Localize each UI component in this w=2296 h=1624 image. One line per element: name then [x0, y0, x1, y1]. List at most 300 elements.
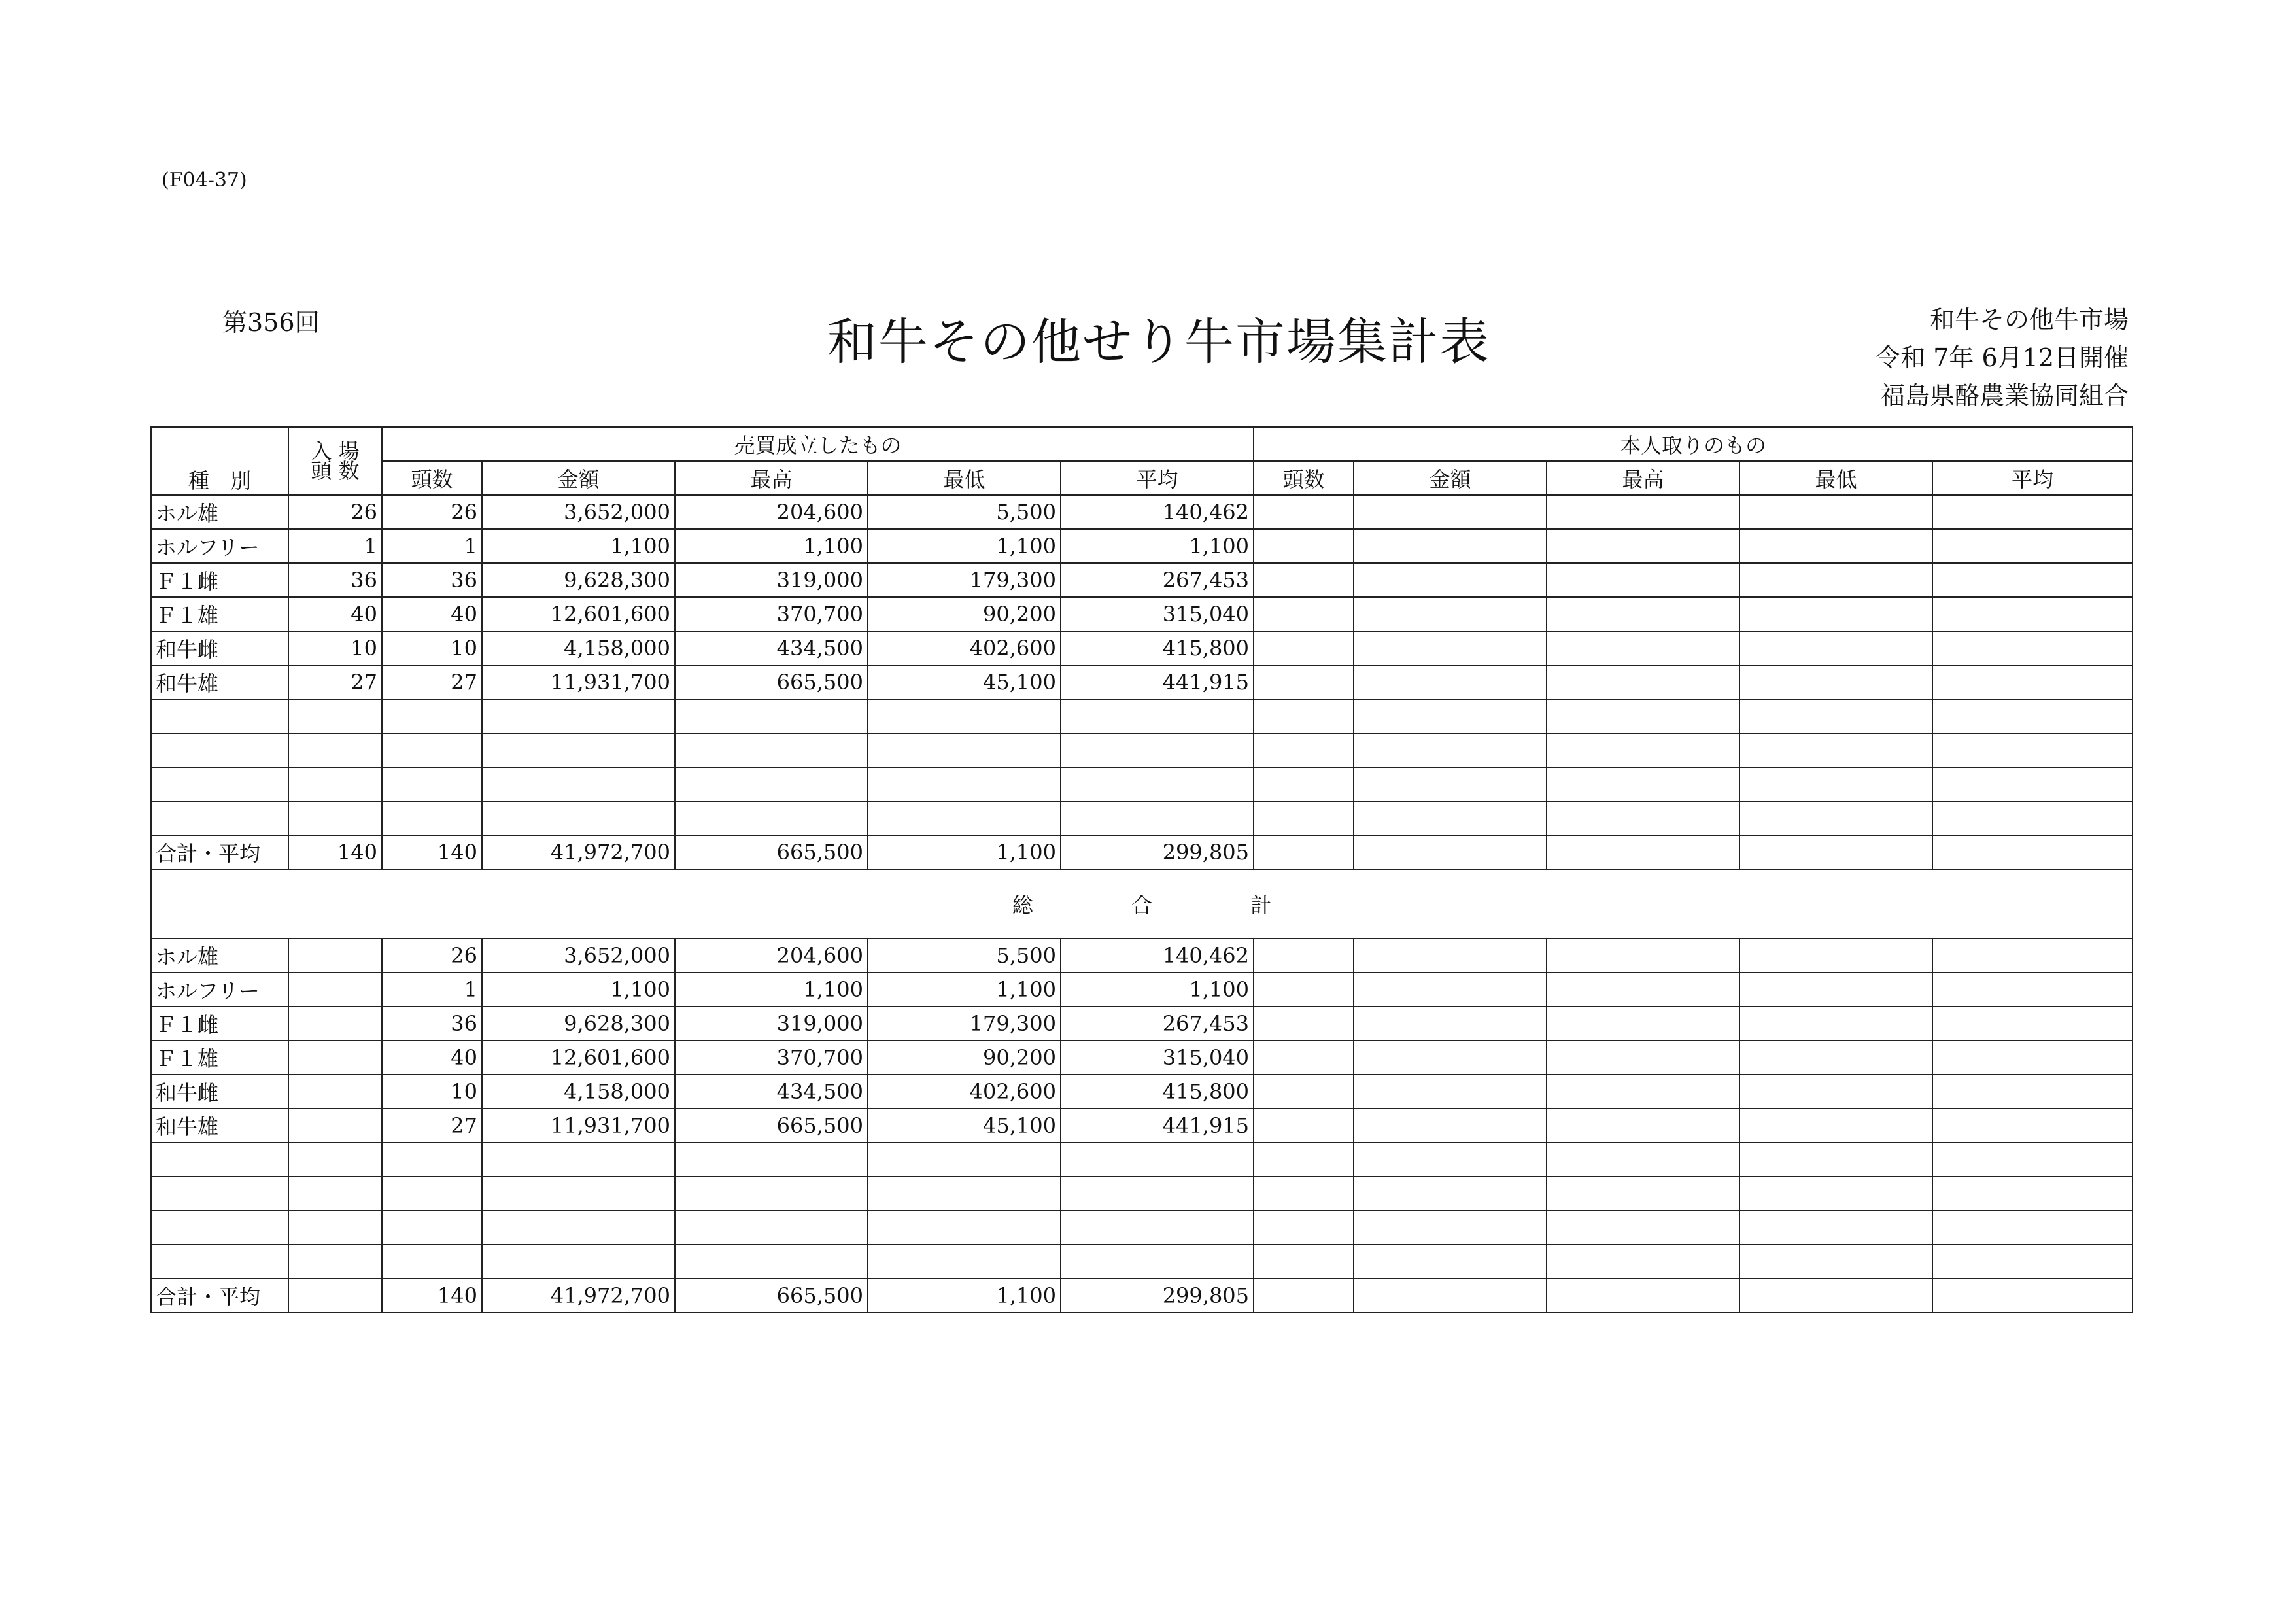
cell-min: 1,100 — [868, 529, 1061, 563]
market-name: 和牛その他牛市場 — [1929, 305, 2129, 334]
table-row — [151, 1041, 2133, 1075]
cell-self — [1254, 1245, 1354, 1279]
cell-self — [1547, 1109, 1739, 1143]
cell-max: 665,500 — [675, 835, 868, 869]
cell-self — [1739, 597, 1932, 631]
cell-count — [382, 1245, 482, 1279]
cell-self — [1254, 665, 1354, 699]
cell-min: 45,100 — [868, 665, 1061, 699]
cell-self — [1932, 939, 2133, 973]
cell-self — [1254, 495, 1354, 529]
cell-max: 1,100 — [675, 529, 868, 563]
cell-self — [1547, 665, 1739, 699]
cell-self — [1932, 1007, 2133, 1041]
cell-count: 140 — [382, 835, 482, 869]
cell-amount: 9,628,300 — [482, 563, 675, 597]
cell-amount — [482, 801, 675, 835]
page-title: 和牛その他せり牛市場集計表 — [827, 313, 1490, 371]
cell-avg: 140,462 — [1061, 495, 1254, 529]
grand-total-char: 総 — [1012, 893, 1033, 918]
section-2-body — [151, 939, 2133, 1313]
cell-self — [1932, 597, 2133, 631]
cell-avg — [1061, 1143, 1254, 1177]
cell-max — [675, 1177, 868, 1211]
cell-self — [1547, 529, 1739, 563]
cell-self — [1739, 767, 1932, 801]
cell-self — [1354, 1143, 1547, 1177]
grand-total-row — [151, 869, 2133, 939]
cell-avg: 1,100 — [1061, 973, 1254, 1007]
cell-min: 1,100 — [868, 1279, 1061, 1313]
cell-amount — [482, 1177, 675, 1211]
cell-self — [1354, 1109, 1547, 1143]
cell-self — [1739, 1143, 1932, 1177]
cell-max: 204,600 — [675, 495, 868, 529]
cell-count — [382, 733, 482, 767]
cell-self — [1932, 767, 2133, 801]
cell-type — [151, 1177, 288, 1211]
cell-entry: 36 — [288, 563, 382, 597]
grand-total-char: 計 — [1250, 893, 1272, 918]
cell-self — [1547, 1041, 1739, 1075]
cell-count — [382, 801, 482, 835]
cell-avg — [1061, 733, 1254, 767]
table-row — [151, 699, 2133, 733]
cell-self — [1547, 631, 1739, 665]
table-row — [151, 1211, 2133, 1245]
cell-amount: 12,601,600 — [482, 597, 675, 631]
cell-self — [1932, 563, 2133, 597]
cell-entry: 40 — [288, 597, 382, 631]
col-header: 平均 — [1932, 461, 2133, 495]
cell-self — [1739, 1007, 1932, 1041]
cell-entry: 27 — [288, 665, 382, 699]
cell-self — [1354, 699, 1547, 733]
cell-self — [1354, 801, 1547, 835]
cell-entry: 10 — [288, 631, 382, 665]
cell-max — [675, 699, 868, 733]
cell-self — [1254, 699, 1354, 733]
cell-self — [1739, 1075, 1932, 1109]
cell-self — [1932, 1245, 2133, 1279]
cell-amount: 3,652,000 — [482, 939, 675, 973]
cell-self — [1739, 1109, 1932, 1143]
table-row — [151, 1075, 2133, 1109]
cell-self — [1354, 495, 1547, 529]
cell-max — [675, 1143, 868, 1177]
cell-self — [1254, 1143, 1354, 1177]
cell-self — [1547, 1007, 1739, 1041]
table-row — [151, 939, 2133, 973]
cell-self — [1932, 1279, 2133, 1313]
cell-self — [1547, 1143, 1739, 1177]
table-row — [151, 665, 2133, 699]
col-header: 最低 — [868, 461, 1061, 495]
cell-amount: 11,931,700 — [482, 1109, 675, 1143]
cell-self — [1739, 973, 1932, 1007]
cell-count — [382, 767, 482, 801]
total-row — [151, 835, 2133, 869]
cell-self — [1254, 1041, 1354, 1075]
col-header: 最高 — [1547, 461, 1739, 495]
cell-self — [1739, 835, 1932, 869]
cell-amount: 4,158,000 — [482, 1075, 675, 1109]
col-header: 最高 — [675, 461, 868, 495]
cell-max: 319,000 — [675, 563, 868, 597]
cell-min — [868, 1211, 1061, 1245]
cell-self — [1932, 1041, 2133, 1075]
cell-self — [1354, 665, 1547, 699]
cell-entry: 140 — [288, 835, 382, 869]
cell-count: 36 — [382, 1007, 482, 1041]
cell-count — [382, 1177, 482, 1211]
cell-max — [675, 1245, 868, 1279]
cell-avg: 315,040 — [1061, 597, 1254, 631]
cell-self — [1254, 733, 1354, 767]
cell-max: 665,500 — [675, 1109, 868, 1143]
cell-count — [382, 1143, 482, 1177]
cell-entry — [288, 1075, 382, 1109]
table-row — [151, 631, 2133, 665]
cell-count — [382, 1211, 482, 1245]
cell-self — [1739, 939, 1932, 973]
cell-type — [151, 733, 288, 767]
cell-self — [1547, 1075, 1739, 1109]
cell-amount: 11,931,700 — [482, 665, 675, 699]
cell-self — [1932, 835, 2133, 869]
organization-name: 福島県酪農業協同組合 — [1879, 381, 2129, 410]
cell-self — [1739, 495, 1932, 529]
table-row — [151, 1177, 2133, 1211]
cell-self — [1932, 495, 2133, 529]
entry-header-bottom: 頭 数 — [311, 458, 360, 483]
type-header: 種 別 — [151, 427, 288, 495]
cell-min: 5,500 — [868, 495, 1061, 529]
cell-self — [1254, 801, 1354, 835]
cell-type: ホル雄 — [151, 939, 288, 973]
cell-avg: 415,800 — [1061, 631, 1254, 665]
cell-avg: 267,453 — [1061, 563, 1254, 597]
cell-amount: 4,158,000 — [482, 631, 675, 665]
cell-min: 5,500 — [868, 939, 1061, 973]
cell-max — [675, 733, 868, 767]
cell-self — [1354, 1075, 1547, 1109]
cell-type: 和牛雌 — [151, 1075, 288, 1109]
cell-avg: 315,040 — [1061, 1041, 1254, 1075]
cell-min: 179,300 — [868, 1007, 1061, 1041]
cell-avg: 415,800 — [1061, 1075, 1254, 1109]
col-header: 頭数 — [382, 461, 482, 495]
cell-self — [1254, 597, 1354, 631]
cell-type: 和牛雄 — [151, 1109, 288, 1143]
cell-count: 26 — [382, 939, 482, 973]
total-row — [151, 1279, 2133, 1313]
cell-self — [1739, 1177, 1932, 1211]
cell-avg: 140,462 — [1061, 939, 1254, 973]
table-row — [151, 1143, 2133, 1177]
cell-self — [1932, 1211, 2133, 1245]
cell-self — [1354, 597, 1547, 631]
cell-self — [1739, 1041, 1932, 1075]
cell-self — [1254, 631, 1354, 665]
cell-amount — [482, 1211, 675, 1245]
cell-min — [868, 1177, 1061, 1211]
cell-self — [1547, 1211, 1739, 1245]
cell-self — [1932, 529, 2133, 563]
cell-self — [1354, 939, 1547, 973]
grand-total-char: 合 — [1131, 893, 1153, 918]
cell-count: 1 — [382, 529, 482, 563]
cell-amount — [482, 1245, 675, 1279]
cell-max: 370,700 — [675, 1041, 868, 1075]
cell-min: 45,100 — [868, 1109, 1061, 1143]
cell-self — [1739, 733, 1932, 767]
cell-self — [1354, 529, 1547, 563]
cell-self — [1739, 631, 1932, 665]
section-1-body — [151, 495, 2133, 869]
table-row — [151, 767, 2133, 801]
table-row — [151, 973, 2133, 1007]
cell-min: 90,200 — [868, 597, 1061, 631]
cell-type — [151, 767, 288, 801]
cell-entry — [288, 1245, 382, 1279]
table-row — [151, 529, 2133, 563]
table-row — [151, 1007, 2133, 1041]
cell-self — [1254, 939, 1354, 973]
cell-min — [868, 1143, 1061, 1177]
cell-entry — [288, 733, 382, 767]
cell-entry — [288, 973, 382, 1007]
session-number: 第356回 — [222, 308, 320, 337]
cell-count: 36 — [382, 563, 482, 597]
cell-amount: 1,100 — [482, 973, 675, 1007]
table-row — [151, 1245, 2133, 1279]
cell-max: 434,500 — [675, 631, 868, 665]
cell-self — [1547, 597, 1739, 631]
cell-max — [675, 1211, 868, 1245]
table-row — [151, 597, 2133, 631]
cell-self — [1739, 699, 1932, 733]
cell-max: 665,500 — [675, 665, 868, 699]
cell-self — [1739, 665, 1932, 699]
cell-self — [1354, 1007, 1547, 1041]
cell-self — [1932, 699, 2133, 733]
cell-type: 和牛雄 — [151, 665, 288, 699]
cell-amount: 41,972,700 — [482, 1279, 675, 1313]
cell-self — [1547, 495, 1739, 529]
cell-avg — [1061, 1245, 1254, 1279]
cell-self — [1547, 563, 1739, 597]
sold-group-header: 売買成立したもの — [382, 427, 1254, 461]
cell-min: 90,200 — [868, 1041, 1061, 1075]
cell-self — [1547, 939, 1739, 973]
cell-self — [1547, 1279, 1739, 1313]
cell-count: 26 — [382, 495, 482, 529]
cell-amount: 41,972,700 — [482, 835, 675, 869]
cell-self — [1547, 973, 1739, 1007]
col-header: 頭数 — [1254, 461, 1354, 495]
entry-header — [288, 427, 382, 495]
cell-self — [1254, 529, 1354, 563]
cell-self — [1739, 563, 1932, 597]
cell-amount — [482, 733, 675, 767]
cell-self — [1547, 733, 1739, 767]
cell-count — [382, 699, 482, 733]
cell-self — [1547, 835, 1739, 869]
cell-self — [1254, 563, 1354, 597]
cell-amount — [482, 767, 675, 801]
cell-entry: 26 — [288, 495, 382, 529]
summary-table — [150, 426, 2133, 1313]
cell-self — [1354, 835, 1547, 869]
cell-self — [1739, 801, 1932, 835]
table-row — [151, 733, 2133, 767]
cell-entry — [288, 1143, 382, 1177]
cell-avg — [1061, 767, 1254, 801]
cell-amount: 9,628,300 — [482, 1007, 675, 1041]
grand-total-label — [151, 869, 2133, 939]
cell-min: 1,100 — [868, 973, 1061, 1007]
cell-type: ホル雄 — [151, 495, 288, 529]
grand-total-banner — [151, 869, 2133, 939]
table-row — [151, 495, 2133, 529]
cell-self — [1547, 1245, 1739, 1279]
cell-type: ホルフリー — [151, 973, 288, 1007]
cell-self — [1254, 1279, 1354, 1313]
cell-entry — [288, 801, 382, 835]
cell-max: 434,500 — [675, 1075, 868, 1109]
cell-self — [1932, 1143, 2133, 1177]
event-date: 令和 7年 6月12日開催 — [1876, 343, 2129, 372]
cell-max: 1,100 — [675, 973, 868, 1007]
cell-type: Ｆ１雌 — [151, 1007, 288, 1041]
cell-avg: 299,805 — [1061, 1279, 1254, 1313]
cell-type: 合計・平均 — [151, 835, 288, 869]
cell-self — [1739, 529, 1932, 563]
entry-header-top: 入 場 — [311, 439, 360, 464]
col-header: 金額 — [482, 461, 675, 495]
cell-self — [1254, 835, 1354, 869]
cell-entry — [288, 1041, 382, 1075]
cell-type: Ｆ１雄 — [151, 597, 288, 631]
cell-amount: 1,100 — [482, 529, 675, 563]
cell-avg — [1061, 1211, 1254, 1245]
cell-self — [1354, 973, 1547, 1007]
cell-type: 和牛雌 — [151, 631, 288, 665]
cell-self — [1254, 973, 1354, 1007]
cell-entry — [288, 1109, 382, 1143]
cell-amount — [482, 1143, 675, 1177]
cell-self — [1254, 767, 1354, 801]
cell-avg — [1061, 1177, 1254, 1211]
cell-entry — [288, 767, 382, 801]
col-header: 最低 — [1739, 461, 1932, 495]
cell-self — [1254, 1177, 1354, 1211]
cell-count: 10 — [382, 1075, 482, 1109]
cell-self — [1354, 1177, 1547, 1211]
cell-max: 204,600 — [675, 939, 868, 973]
self-group-header: 本人取りのもの — [1254, 427, 2133, 461]
cell-self — [1354, 1041, 1547, 1075]
cell-amount: 12,601,600 — [482, 1041, 675, 1075]
cell-type: Ｆ１雌 — [151, 563, 288, 597]
cell-entry — [288, 1177, 382, 1211]
cell-self — [1932, 1177, 2133, 1211]
cell-entry — [288, 939, 382, 973]
cell-self — [1254, 1109, 1354, 1143]
cell-self — [1932, 1075, 2133, 1109]
cell-count: 10 — [382, 631, 482, 665]
cell-min — [868, 801, 1061, 835]
cell-self — [1354, 1245, 1547, 1279]
cell-avg: 441,915 — [1061, 1109, 1254, 1143]
cell-type — [151, 699, 288, 733]
cell-self — [1932, 973, 2133, 1007]
cell-max — [675, 767, 868, 801]
cell-self — [1254, 1211, 1354, 1245]
cell-avg: 1,100 — [1061, 529, 1254, 563]
cell-avg: 299,805 — [1061, 835, 1254, 869]
cell-self — [1354, 733, 1547, 767]
cell-count: 27 — [382, 665, 482, 699]
col-header: 金額 — [1354, 461, 1547, 495]
cell-type — [151, 801, 288, 835]
cell-self — [1932, 733, 2133, 767]
cell-count: 40 — [382, 597, 482, 631]
cell-amount — [482, 699, 675, 733]
cell-min — [868, 699, 1061, 733]
cell-type: ホルフリー — [151, 529, 288, 563]
cell-self — [1254, 1075, 1354, 1109]
cell-self — [1932, 801, 2133, 835]
cell-avg: 267,453 — [1061, 1007, 1254, 1041]
cell-entry — [288, 699, 382, 733]
cell-min: 179,300 — [868, 563, 1061, 597]
cell-self — [1739, 1211, 1932, 1245]
header-info — [1876, 301, 2129, 415]
cell-self — [1547, 801, 1739, 835]
cell-type: Ｆ１雄 — [151, 1041, 288, 1075]
cell-self — [1739, 1245, 1932, 1279]
cell-max — [675, 801, 868, 835]
cell-self — [1354, 1211, 1547, 1245]
cell-entry — [288, 1007, 382, 1041]
cell-min — [868, 1245, 1061, 1279]
cell-type: 合計・平均 — [151, 1279, 288, 1313]
cell-avg — [1061, 699, 1254, 733]
cell-entry: 1 — [288, 529, 382, 563]
cell-avg: 441,915 — [1061, 665, 1254, 699]
cell-min: 1,100 — [868, 835, 1061, 869]
cell-type — [151, 1143, 288, 1177]
cell-count: 27 — [382, 1109, 482, 1143]
cell-self — [1354, 563, 1547, 597]
cell-self — [1354, 767, 1547, 801]
cell-min: 402,600 — [868, 631, 1061, 665]
cell-self — [1354, 1279, 1547, 1313]
table-row — [151, 563, 2133, 597]
cell-max: 319,000 — [675, 1007, 868, 1041]
table-row — [151, 1109, 2133, 1143]
cell-entry — [288, 1211, 382, 1245]
cell-avg — [1061, 801, 1254, 835]
cell-self — [1739, 1279, 1932, 1313]
cell-count: 1 — [382, 973, 482, 1007]
cell-self — [1354, 631, 1547, 665]
col-header: 平均 — [1061, 461, 1254, 495]
cell-min: 402,600 — [868, 1075, 1061, 1109]
cell-type — [151, 1211, 288, 1245]
